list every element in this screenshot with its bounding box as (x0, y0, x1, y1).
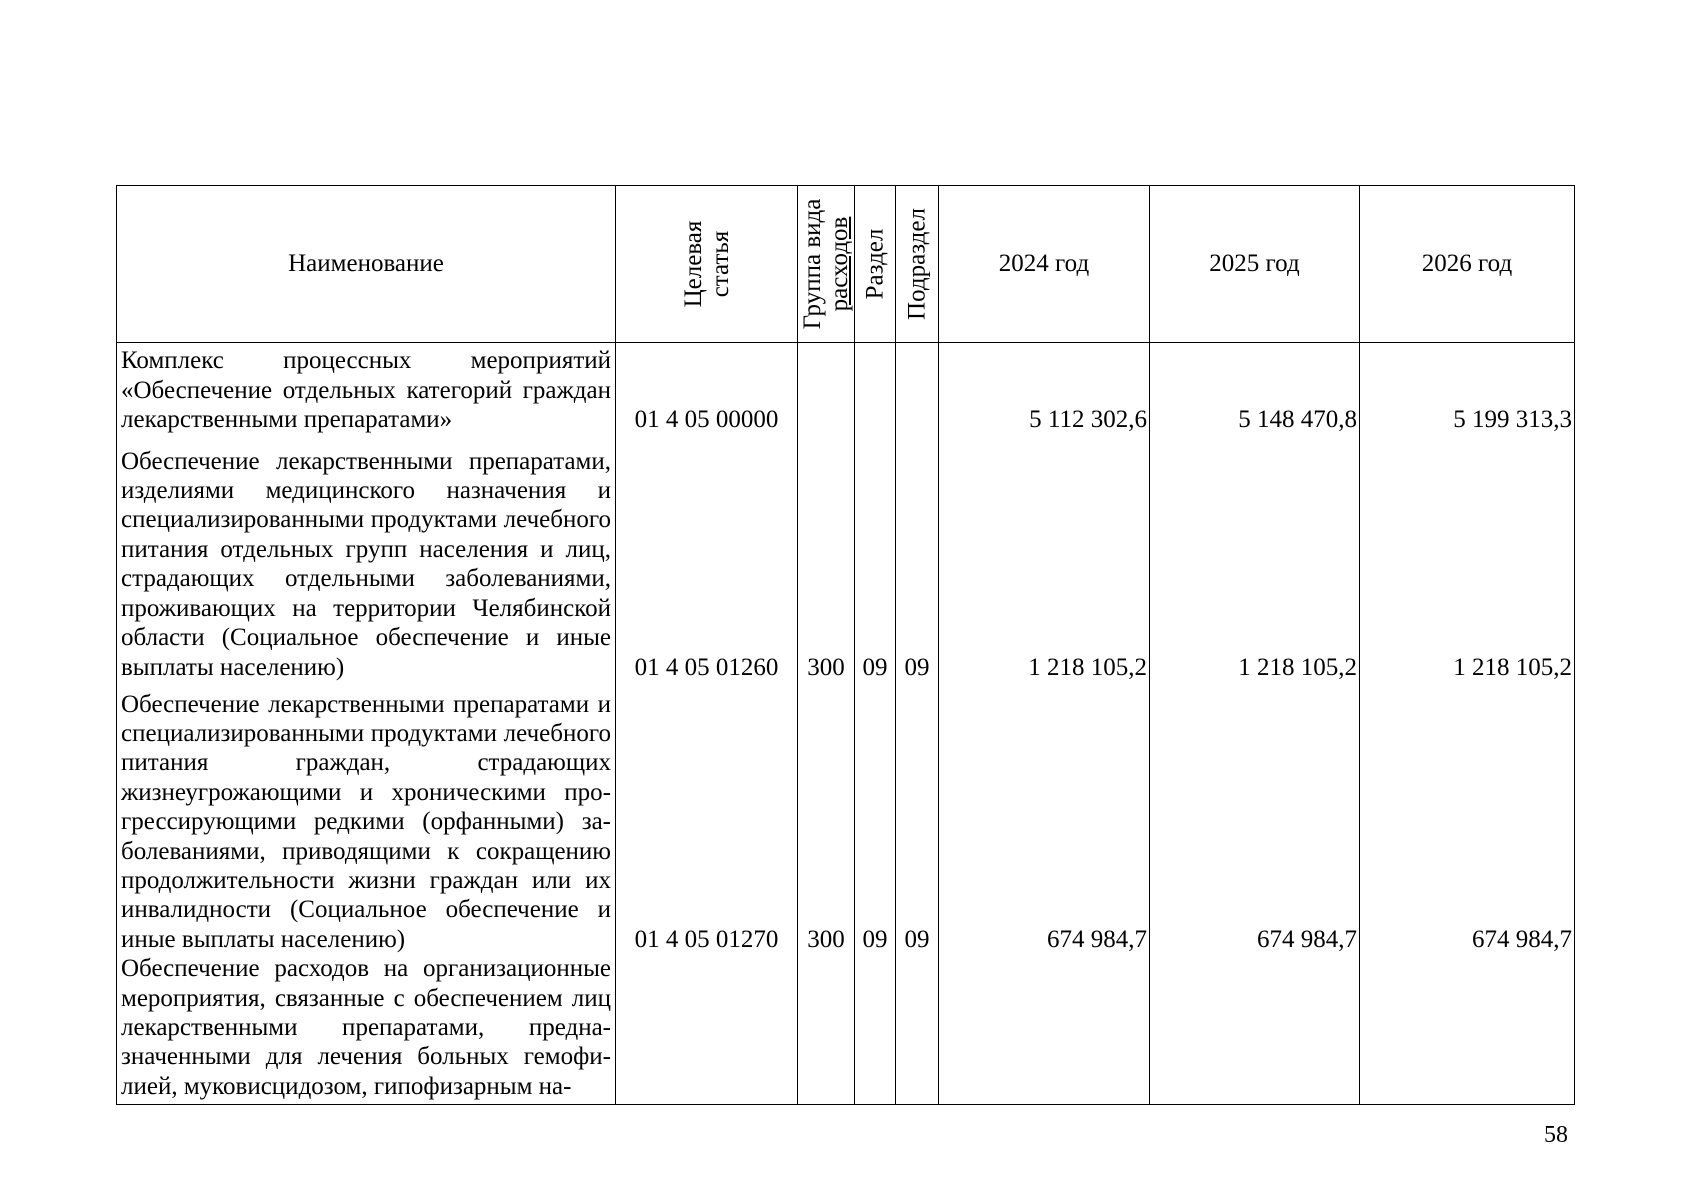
table-row (117, 682, 1575, 954)
header-2026: 2026 год (1360, 186, 1575, 343)
header-target-article: Целевая статья (616, 186, 798, 343)
row-target-code: 01 4 05 00000 (616, 343, 798, 435)
row-value-2026 (1360, 954, 1575, 1104)
row-name: Комплекс процессных мероприятий «Обеспечение отдельных категорий граждан лекарственными препаратами» (117, 343, 616, 435)
row-subsection (896, 343, 939, 435)
row-value-2026: 5 199 313,3 (1360, 343, 1575, 435)
table-row (117, 954, 1575, 1104)
row-value-2024 (939, 954, 1150, 1104)
row-subsection: 09 (896, 435, 939, 682)
row-group (798, 954, 855, 1104)
row-group: 300 (798, 682, 855, 954)
table-row (117, 343, 1575, 435)
header-2024: 2024 год (939, 186, 1150, 343)
table-header-row (117, 186, 1575, 343)
budget-table (116, 185, 1575, 1105)
row-name: Обеспечение лекарственными препаратами, изделиями медицинского назначения и специализированными продуктами лечебного питания отдельных групп населения и лиц, страдающих отдельными заболеваниями, проживающих на территории Челябинской области (Социальное обеспечение и иные выплаты населению) (117, 435, 616, 682)
header-section: Раздел (855, 186, 896, 343)
row-value-2025: 5 148 470,8 (1150, 343, 1360, 435)
row-target-code (616, 954, 798, 1104)
row-value-2025 (1150, 954, 1360, 1104)
row-value-2025: 1 218 105,2 (1150, 435, 1360, 682)
page-number: 58 (1544, 1122, 1568, 1148)
row-group: 300 (798, 435, 855, 682)
header-subsection: Подраздел (896, 186, 939, 343)
row-group (798, 343, 855, 435)
row-subsection (896, 954, 939, 1104)
row-value-2024: 1 218 105,2 (939, 435, 1150, 682)
row-target-code: 01 4 05 01260 (616, 435, 798, 682)
row-value-2026: 1 218 105,2 (1360, 435, 1575, 682)
row-name: Обеспечение расходов на организационные мероприятия, связанные с обеспечением лиц лекарственными препаратами, предназначенными для лечения больных гемофилией, муковисцидозом, гипофизарным на- (117, 954, 616, 1104)
table-row (117, 435, 1575, 682)
header-expense-group: Группа вида расходов (798, 186, 855, 343)
row-section: 09 (855, 682, 896, 954)
row-name: Обеспечение лекарственными препаратами и специализированными продуктами лечебного питания граждан, страдающих жизнеугрожающими и хроническими прогрессирующими редкими (орфанными) заболеваниями, приводящими к сокращению продолжительности жизни граждан или их инвалидности (Социальное обеспечение и иные выплаты населению) (117, 682, 616, 954)
row-section (855, 954, 896, 1104)
row-value-2024: 674 984,7 (939, 682, 1150, 954)
row-value-2024: 5 112 302,6 (939, 343, 1150, 435)
header-name: Наименование (117, 186, 616, 343)
row-subsection: 09 (896, 682, 939, 954)
header-2025: 2025 год (1150, 186, 1360, 343)
row-value-2025: 674 984,7 (1150, 682, 1360, 954)
row-value-2026: 674 984,7 (1360, 682, 1575, 954)
row-section (855, 343, 896, 435)
row-section: 09 (855, 435, 896, 682)
row-target-code: 01 4 05 01270 (616, 682, 798, 954)
